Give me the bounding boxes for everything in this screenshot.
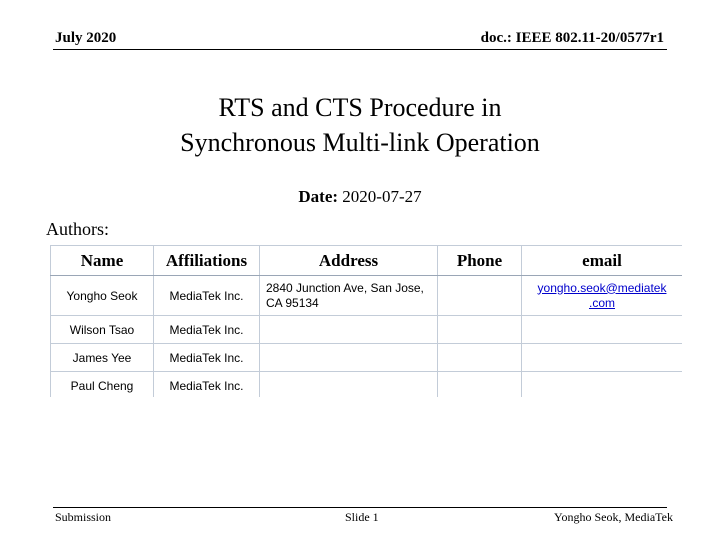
author-phone: [438, 372, 522, 398]
address-line-1: 2840 Junction Ave, San Jose,: [266, 280, 424, 295]
authors-table-container: [50, 245, 682, 397]
footer-submission: Submission: [55, 510, 112, 524]
author-affiliation: MediaTek Inc.: [154, 344, 260, 372]
column-header-affiliations: Affiliations: [154, 246, 260, 276]
table-row: [51, 372, 683, 398]
author-email: [522, 344, 683, 372]
title-line-2: Synchronous Multi-link Operation: [180, 128, 540, 157]
author-address: [260, 316, 438, 344]
header-divider: [53, 49, 667, 50]
column-header-address: Address: [260, 246, 438, 276]
author-email: [522, 372, 683, 398]
title-line-1: RTS and CTS Procedure in: [218, 93, 502, 122]
table-row: [51, 316, 683, 344]
author-address: [260, 372, 438, 398]
author-phone: [438, 276, 522, 316]
header-date: July 2020: [55, 30, 117, 46]
address-line-2: CA 95134: [266, 295, 319, 310]
email-link-line-2[interactable]: .com: [588, 295, 615, 310]
author-address: [260, 344, 438, 372]
slide-title: [60, 90, 660, 160]
author-email[interactable]: [522, 276, 683, 316]
author-affiliation: MediaTek Inc.: [154, 372, 260, 398]
email-link-line-1[interactable]: yongho.seok@mediatek: [537, 280, 667, 295]
column-header-phone: Phone: [438, 246, 522, 276]
author-email: [522, 316, 683, 344]
date-line: [0, 187, 720, 207]
author-name: James Yee: [51, 344, 154, 372]
authors-table: [50, 245, 682, 397]
author-affiliation: MediaTek Inc.: [154, 276, 260, 316]
author-phone: [438, 316, 522, 344]
footer-divider: [53, 507, 667, 508]
header-doc-id: doc.: IEEE 802.11-20/0577r1: [480, 30, 664, 46]
author-phone: [438, 344, 522, 372]
authors-label: Authors:: [46, 219, 109, 239]
date-label: Date:: [298, 187, 339, 206]
footer-slide-number: Slide 1: [345, 510, 379, 524]
table-row: [51, 276, 683, 316]
author-name: Wilson Tsao: [51, 316, 154, 344]
date-value: 2020-07-27: [338, 187, 422, 206]
table-header-row: [51, 246, 683, 276]
footer-author: Yongho Seok, MediaTek: [554, 510, 673, 524]
column-header-email: email: [522, 246, 683, 276]
column-header-name: Name: [51, 246, 154, 276]
author-address: [260, 276, 438, 316]
author-affiliation: MediaTek Inc.: [154, 316, 260, 344]
author-name: Paul Cheng: [51, 372, 154, 398]
table-row: [51, 344, 683, 372]
author-name: Yongho Seok: [51, 276, 154, 316]
